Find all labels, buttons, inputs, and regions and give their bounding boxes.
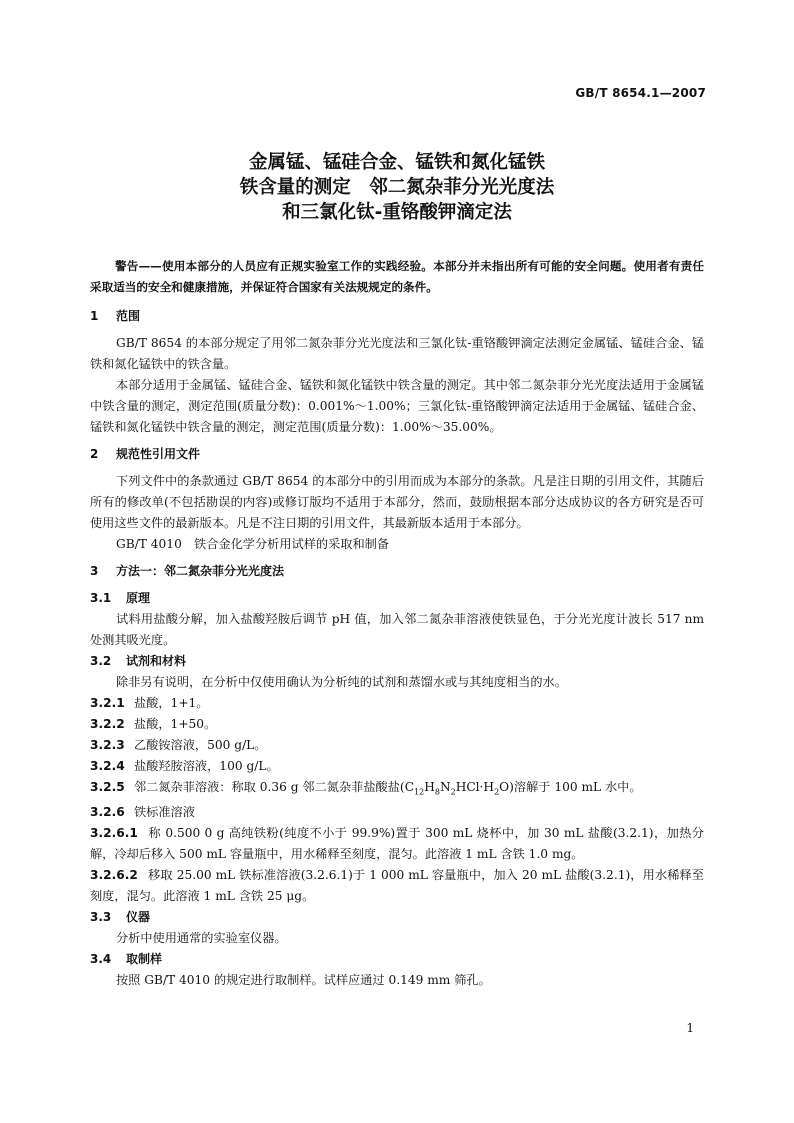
list-item bbox=[90, 802, 704, 823]
page-number: 1 bbox=[686, 1021, 694, 1035]
list-item bbox=[90, 823, 704, 865]
section-number: 1 bbox=[90, 309, 99, 323]
subsection-3-4-heading bbox=[90, 949, 704, 970]
warning-paragraph: 警告——使用本部分的人员应有正规实验室工作的实践经验。本部分并未指出所有可能的安全问题。使用者有责任采取适当的安全和健康措施，并保证符合国家有关法规规定的条件。 bbox=[90, 259, 704, 294]
reference-entry: GB/T 4010 铁合金化学分析用试样的采取和制备 bbox=[116, 537, 390, 551]
item-text: 铁标准溶液 bbox=[134, 805, 195, 820]
title-line-3: 和三氯化钛-重铬酸钾滴定法 bbox=[282, 202, 512, 223]
list-item bbox=[90, 865, 704, 907]
item-text: 乙酸铵溶液，500 g/L。 bbox=[134, 738, 267, 752]
section-title: 规范性引用文件 bbox=[116, 447, 201, 461]
document-title bbox=[0, 150, 794, 225]
subsection-3-3-heading bbox=[90, 907, 704, 928]
subsection-3-2-heading bbox=[90, 651, 704, 672]
item-number: 3.2.4 bbox=[90, 759, 125, 773]
subscript: 8 bbox=[434, 787, 440, 797]
section-1-heading bbox=[90, 306, 704, 327]
subscript: 2 bbox=[494, 787, 500, 797]
subsection-number: 3.2 bbox=[90, 654, 112, 668]
section-number: 2 bbox=[90, 447, 99, 461]
item-text: 盐酸，1+1。 bbox=[134, 696, 209, 710]
item-number: 3.2.6.1 bbox=[90, 826, 138, 841]
standard-number: GB/T 8654.1—2007 bbox=[575, 86, 706, 100]
paragraph: 除非另有说明，在分析中仅使用确认为分析纯的试剂和蒸馏水或与其纯度相当的水。 bbox=[116, 675, 567, 689]
list-item bbox=[90, 714, 704, 735]
subsection-title: 原理 bbox=[126, 591, 151, 605]
item-number: 3.2.6 bbox=[90, 805, 125, 820]
formula-part: HCl·H bbox=[455, 780, 495, 794]
paragraph: 下列文件中的条款通过 GB/T 8654 的本部分中的引用而成为本部分的条款。凡是注日期的引用文件，其随后所有的修改单(不包括勘误的内容)或修订版均不适用于本部分，然而，鼓励根据本部分达成协议的各方研究是否可使用这些文件的最新版本。凡是不注日期的引用文件，其最新版本适用于本部分。 bbox=[90, 474, 704, 530]
subsection-title: 仪器 bbox=[126, 910, 151, 925]
section-2-heading bbox=[90, 444, 704, 465]
formula-part: N bbox=[439, 780, 451, 794]
subsection-title: 取制样 bbox=[126, 952, 163, 967]
title-line-1: 金属锰、锰硅合金、锰铁和氮化锰铁 bbox=[248, 152, 545, 173]
paragraph: GB/T 8654 的本部分规定了用邻二氮杂菲分光光度法和三氯化钛-重铬酸钾滴定法测定金属锰、锰硅合金、锰铁和氮化锰铁中的铁含量。 bbox=[90, 336, 704, 371]
list-item bbox=[90, 693, 704, 714]
list-item bbox=[90, 756, 704, 777]
item-text-end: O)溶解于 100 mL 水中。 bbox=[499, 780, 642, 794]
subscript: 12 bbox=[414, 787, 425, 797]
subsection-number: 3.1 bbox=[90, 591, 112, 605]
subsection-3-1-heading bbox=[90, 588, 704, 609]
paragraph: 试料用盐酸分解，加入盐酸羟胺后调节 pH 值，加入邻二氮杂菲溶液使铁显色，于分光光度计波长 517 nm 处测其吸光度。 bbox=[90, 612, 704, 647]
item-text: 邻二氮杂菲溶液：称取 0.36 g 邻二氮杂菲盐酸盐(C bbox=[134, 780, 415, 794]
item-number: 3.2.1 bbox=[90, 696, 125, 710]
item-number: 3.2.2 bbox=[90, 717, 125, 731]
item-number: 3.2.6.2 bbox=[90, 868, 138, 883]
item-number: 3.2.3 bbox=[90, 738, 125, 752]
paragraph: 按照 GB/T 4010 的规定进行取制样。试样应通过 0.149 mm 筛孔。 bbox=[116, 973, 491, 988]
list-item bbox=[90, 777, 704, 802]
section-title: 范围 bbox=[116, 309, 141, 323]
item-text: 盐酸，1+50。 bbox=[134, 717, 217, 731]
item-number: 3.2.5 bbox=[90, 780, 125, 794]
subsection-title: 试剂和材料 bbox=[126, 654, 187, 668]
subsection-number: 3.4 bbox=[90, 952, 112, 967]
item-text: 移取 25.00 mL 铁标准溶液(3.2.6.1)于 1 000 mL 容量瓶中，加入 20 mL 盐酸(3.2.1)，用水稀释至刻度，混匀。此溶液 1 mL 含铁 25 μg。 bbox=[90, 868, 704, 904]
section-title: 方法一：邻二氮杂菲分光光度法 bbox=[116, 564, 285, 578]
section-3-heading bbox=[90, 561, 704, 582]
paragraph: 本部分适用于金属锰、锰硅合金、锰铁和氮化锰铁中铁含量的测定。其中邻二氮杂菲分光光度法适用于金属锰中铁含量的测定，测定范围(质量分数)：0.001%～1.00%；三氯化钛-重铬酸钾滴定法适用于金属锰、锰硅合金、锰铁和氮化锰铁中铁含量的测定，测定范围(质量分数)：1.00%～35.00%。 bbox=[90, 378, 704, 434]
document-body bbox=[90, 256, 704, 991]
paragraph: 分析中使用通常的实验室仪器。 bbox=[116, 931, 287, 946]
subsection-number: 3.3 bbox=[90, 910, 112, 925]
formula-part: H bbox=[424, 780, 435, 794]
list-item bbox=[90, 735, 704, 756]
title-line-2: 铁含量的测定 邻二氮杂菲分光光度法 bbox=[239, 177, 555, 198]
item-text: 盐酸羟胺溶液，100 g/L。 bbox=[134, 759, 279, 773]
subscript: 2 bbox=[450, 787, 456, 797]
item-text: 称 0.500 0 g 高纯铁粉(纯度不小于 99.9%)置于 300 mL 烧杯中，加 30 mL 盐酸(3.2.1)，加热分解，冷却后移入 500 mL 容量瓶中，用水稀释至刻度，混匀。此溶液 1 mL 含铁 1.0 mg。 bbox=[90, 826, 704, 862]
section-number: 3 bbox=[90, 564, 99, 578]
